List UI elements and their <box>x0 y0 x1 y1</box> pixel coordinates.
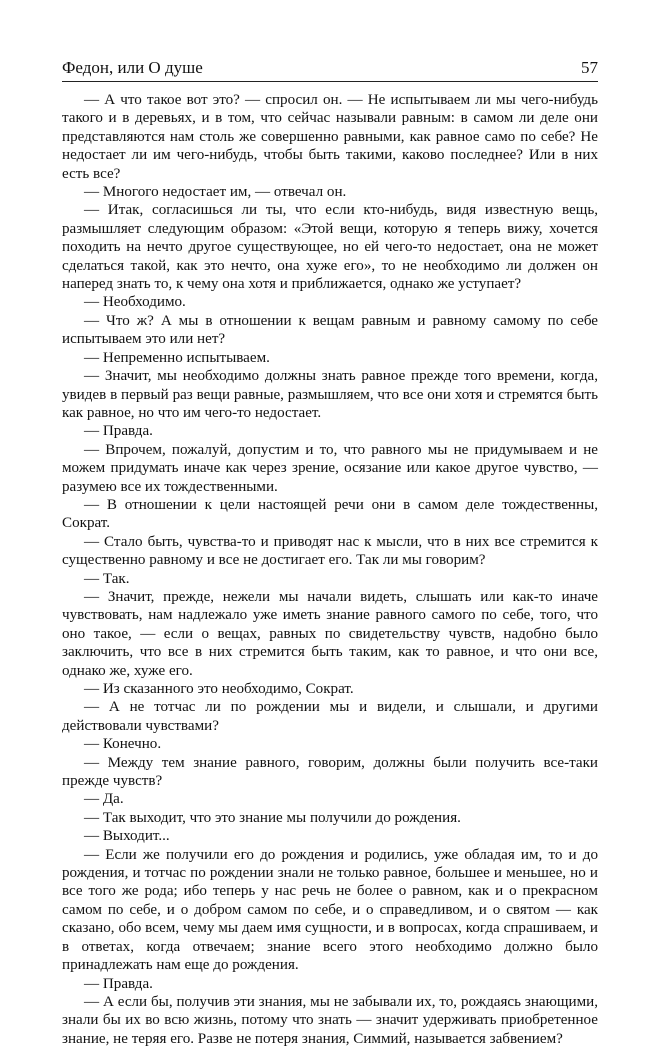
paragraph: — Необходимо. <box>84 294 186 311</box>
body-text <box>62 91 598 1048</box>
paragraph: — А что такое вот это? — спросил он. — Не испытываем ли мы чего-нибудь такого и в деревьях, и в том, что сейчас называли равным: в самом ли деле они представляются нам столь же совершенно равными, как равное само по себе? Не недостает ли им чего-нибудь, чтобы быть такими, каково последнее? Или в них есть все? <box>62 92 598 182</box>
paragraph: — Непременно испытываем. <box>84 349 270 366</box>
page-number: 57 <box>581 58 598 77</box>
paragraph: — Впрочем, пожалуй, допустим и то, что равного мы не придумываем и не можем придумать иначе как через зрение, осязание или какое другое чувство, — разумею все их тождественными. <box>62 441 598 495</box>
paragraph: — Выходит... <box>84 828 170 845</box>
paragraph: — Что ж? А мы в отношении к вещам равным и равному самому по себе испытываем это или нет? <box>62 312 598 348</box>
paragraph: — Правда. <box>84 975 153 992</box>
paragraph: — Итак, согласишься ли ты, что если кто-нибудь, видя известную вещь, размышляет следующим образом: «Этой вещи, которую я теперь вижу, хочется походить на нечто другое существующее, но ей чего-то недостает, она не может сделаться такой, как это нечто, она хуже его», то не необходимо ли должен он наперед знать то, к чему она хотя и приближается, однако же уступает? <box>62 202 598 293</box>
paragraph: — Из сказанного это необходимо, Сократ. <box>84 681 354 697</box>
paragraph: — Если же получили его до рождения и родились, уже обладая им, то и до рождения, и тотчас по рождении знали не только равное, большее и меньшее, но и все того же рода; ибо теперь у нас речь не более о равном, как и о прекрасном самом по себе, и о добром самом по себе, и о справедливом, и о святом — как сказано, обо всем, чему мы даем имя сущности, и в вопросах, когда спрашиваем, и в ответах, когда отвечаем; знание всего этого необходимо должно было принадлежать нам еще до рождения. <box>62 846 598 974</box>
paragraph: — Стало быть, чувства-то и приводят нас к мысли, что в них все стремится к существенно равному и все не достигает его. Так ли мы говорим? <box>62 533 598 569</box>
paragraph: — Правда. <box>84 423 153 440</box>
paragraph: — Многого недостает им, — отвечал он. <box>84 184 347 201</box>
paragraph: — Конечно. <box>84 736 162 753</box>
paragraph: — Между тем знание равного, говорим, должны были получить все-таки прежде чувств? <box>62 754 598 790</box>
header-rule <box>62 81 598 82</box>
paragraph: — Значит, прежде, нежели мы начали видеть, слышать или как-то иначе чувствовать, нам надлежало уже иметь знание равного самого по себе, того, что оно такое, — если о вещах, равных по свидетельству чувств, надобно было заключить, что все в них стремится быть таким, как то равное, и что они все, однако же, хуже его. <box>62 588 598 679</box>
paragraph: — Так выходит, что это знание мы получили до рождения. <box>84 809 461 826</box>
paragraph: — Да. <box>84 791 124 808</box>
running-title: Федон, или О душе <box>62 58 203 77</box>
running-header <box>62 58 598 82</box>
paragraph: — Значит, мы необходимо должны знать равное прежде того времени, когда, увидев в первый раз вещи равные, размышляем, что все они хотя и стремятся быть как равное, но что им чего-то недостает. <box>62 368 598 421</box>
paragraph: — В отношении к цели настоящей речи они в самом деле тождественны, Сократ. <box>62 496 598 532</box>
paragraph: — А если бы, получив эти знания, мы не забывали их, то, рождаясь знающими, знали бы их во всю жизнь, потому что знать — значит удерживать приобретенное знание, не теряя его. Разве не потеря знания, Симмий, называется забвением? <box>62 993 598 1047</box>
paragraph: — А не тотчас ли по рождении мы и видели, и слышали, и другими действовали чувствами? <box>62 699 598 734</box>
paragraph: — Так. <box>84 570 130 587</box>
